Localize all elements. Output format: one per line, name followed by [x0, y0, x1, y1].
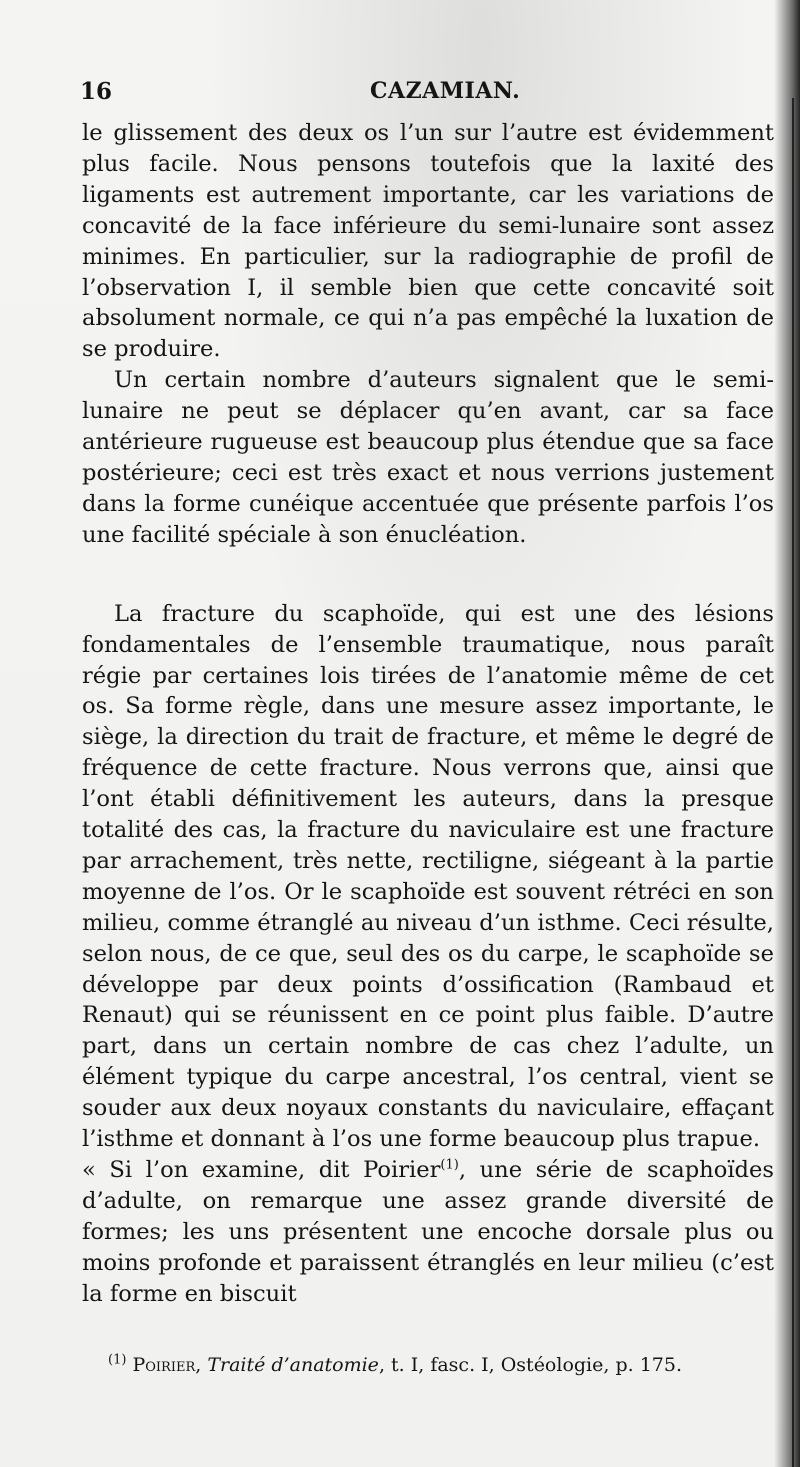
footnote-details: , t. I, fasc. I, Ostéologie, p. 175.: [378, 1354, 683, 1376]
quote-text-after: , une série de scaphoïdes d’adulte, on remarque une assez grande diversité de formes; les uns présentent une encoche dorsale plus ou moins profonde et paraissent étranglés en leur milieu (c’est la forme en biscuit: [82, 1157, 774, 1307]
footnote-author: Poirier: [132, 1354, 196, 1376]
quote-text-before: « Si l’on examine, dit Poirier: [82, 1157, 441, 1183]
paragraph-3: La fracture du scaphoïde, qui est une des lésions fondamentales de l’ensemble traumatique, nous paraît régie par certaines lois tirées de l’anatomie même de cet os. Sa forme règle, dans une mesure assez importante, le siège, la direction du trait de fracture, et même le degré de fréquence de cette fracture. Nous verrons que, ainsi que l’ont établi définitivement les auteurs, dans la presque totalité des cas, la fracture du naviculaire est une fracture par arrachement, très nette, rectiligne, siégeant à la partie moyenne de l’os. Or le scaphoïde est souvent rétréci en son milieu, comme étranglé au niveau d’un isthme. Ceci résulte, selon nous, de ce que, seul des os du carpe, le scaphoïde se développe par deux points d’ossification (Rambaud et Renaut) qui se réunissent en ce point plus faible. D’autre part, dans un certain nombre de cas chez l’adulte, un élément typique du carpe ancestral, l’os central, vient se souder aux deux noyaux constants du naviculaire, effaçant l’isthme et donnant à l’os une forme beaucoup plus trapue.: [82, 600, 774, 1153]
binding-shadow: [774, 0, 800, 1467]
binding-edge-line: [792, 98, 794, 1467]
running-head: CAZAMIAN.: [370, 78, 521, 104]
paragraph-1: le glissement des deux os l’un sur l’autre est évidemment plus facile. Nous pensons toutefois que la laxité des ligaments est autrement importante, car les variations de concavité de la face inférieure du semi-lunaire sont assez minimes. En particulier, sur la radiographie de profil de l’observation I, il semble bien que cette concavité soit absolument normale, ce qui n’a pas empêché la luxation de se produire.: [82, 120, 774, 363]
body-text: [82, 118, 774, 1310]
footnote: [108, 1352, 768, 1378]
footnote-reference[interactable]: (1): [440, 1157, 459, 1173]
paragraph-2: Un certain nombre d’auteurs signalent que le semi-lunaire ne peut se déplacer qu’en avant, car sa face antérieure rugueuse est beaucoup plus étendue que sa face postérieure; ceci est très exact et nous verrions justement dans la forme cunéique accentuée que présente parfois l’os une facilité spéciale à son énucléation.: [82, 367, 774, 548]
footnote-comma: ,: [195, 1354, 208, 1376]
quote-paragraph: [82, 1155, 774, 1310]
page-header: [80, 78, 770, 114]
page-number: 16: [80, 78, 113, 105]
footnote-mark: (1): [108, 1352, 127, 1368]
footnote-title: Traité d’anatomie: [207, 1354, 379, 1376]
